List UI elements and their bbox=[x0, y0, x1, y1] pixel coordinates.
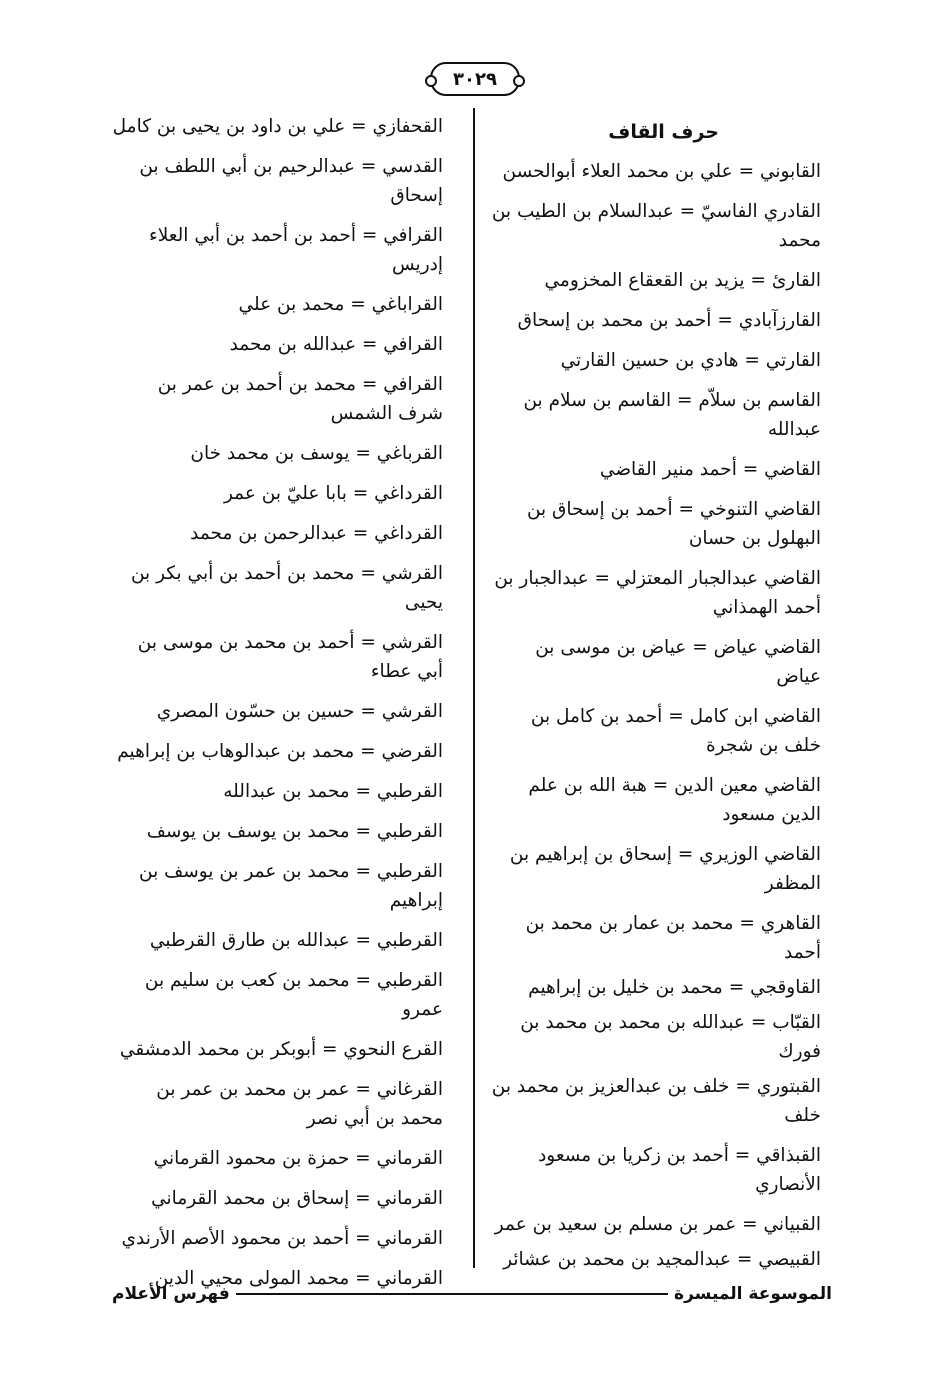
index-entry: القرداغي = عبدالرحمن بن محمد bbox=[190, 523, 443, 544]
footer-rule bbox=[236, 1293, 668, 1295]
index-entry: القرداغي = بابا عليّ بن عمر bbox=[223, 483, 443, 504]
index-entry: القاوقجي = محمد بن خليل بن إبراهيم bbox=[528, 977, 821, 998]
index-entry: القرطبي = عبدالله بن طارق القرطبي bbox=[149, 930, 443, 951]
index-entry: القبّاب = عبدالله بن محمد بن محمد بن فورك bbox=[520, 1012, 821, 1062]
index-entry: القرماني = محمد المولى محيي الدين bbox=[154, 1268, 443, 1289]
index-entry: القرافي = محمد بن أحمد بن عمر بن شرف الشمس bbox=[157, 374, 443, 424]
index-entry: القدسي = عبدالرحيم بن أبي اللطف بن إسحاق bbox=[139, 156, 443, 206]
index-entry: القرشي = أحمد بن محمد بن موسى بن أبي عطاء bbox=[137, 632, 443, 682]
index-entry: القرطبي = محمد بن عبدالله bbox=[223, 781, 443, 802]
index-entry: القاضي عياض = عياض بن موسى بن عياض bbox=[535, 637, 821, 687]
index-entry: القارزآبادي = أحمد بن محمد بن إسحاق bbox=[517, 310, 821, 331]
index-entry: القرباغي = يوسف بن محمد خان bbox=[190, 443, 443, 464]
index-entry: القرغاني = عمر بن محمد بن عمر بن محمد بن أبي نصر bbox=[156, 1079, 443, 1129]
right-column bbox=[490, 112, 835, 1280]
page-number: ٣٠٢٩ bbox=[430, 62, 520, 96]
index-entry: القرافي = عبدالله بن محمد bbox=[229, 334, 443, 355]
index-entry: القارئ = يزيد بن القعقاع المخزومي bbox=[544, 270, 821, 291]
index-entry: القرضي = محمد بن عبدالوهاب بن إبراهيم bbox=[117, 741, 443, 762]
index-entry: القرطبي = محمد بن عمر بن يوسف بن إبراهيم bbox=[139, 861, 443, 911]
column-divider bbox=[473, 108, 475, 1268]
footer-section-title: فهرس الأعلام bbox=[112, 1284, 230, 1304]
index-entry: القراباغي = محمد بن علي bbox=[238, 294, 443, 315]
index-entry: القبتوري = خلف بن عبدالعزيز بن محمد بن خلف bbox=[491, 1076, 821, 1126]
page-footer bbox=[112, 1284, 832, 1304]
index-entry: القرطبي = محمد بن كعب بن سليم بن عمرو bbox=[144, 970, 443, 1020]
section-heading: حرف القاف bbox=[608, 121, 719, 143]
index-entry: القرماني = أحمد بن محمود الأصم الأرندي bbox=[121, 1228, 443, 1249]
index-entry: القاضي = أحمد منير القاضي bbox=[599, 459, 821, 480]
index-entry: القاهري = محمد بن عمار بن محمد بن أحمد bbox=[525, 913, 821, 963]
index-entry: القاضي التنوخي = أحمد بن إسحاق بن البهلول بن حسان bbox=[526, 499, 821, 549]
index-entry: القادري الفاسيّ = عبدالسلام بن الطيب بن محمد bbox=[491, 201, 821, 251]
index-entry: القاسم بن سلاّم = القاسم بن سلام بن عبدالله bbox=[523, 390, 821, 440]
index-entry: القاضي الوزيري = إسحاق بن إبراهيم بن المظفر bbox=[509, 844, 821, 894]
index-entry: القحفازي = علي بن داود بن يحيى بن كامل bbox=[112, 116, 443, 137]
index-entry: القبيصي = عبدالمجيد بن محمد بن عشائر bbox=[503, 1249, 821, 1270]
index-entry: القرافي = أحمد بن أحمد بن أبي العلاء إدريس bbox=[149, 225, 443, 275]
index-entry: القرشي = حسين بن حسّون المصري bbox=[156, 701, 443, 722]
index-entry: القرطبي = محمد بن يوسف بن يوسف bbox=[146, 821, 443, 842]
index-entry: القاضي ابن كامل = أحمد بن كامل بن خلف بن شجرة bbox=[530, 706, 821, 756]
left-column bbox=[112, 112, 457, 1304]
index-entry: القاضي معين الدين = هبة الله بن علم الدين مسعود bbox=[528, 775, 821, 825]
footer-book-title: الموسوعة الميسرة bbox=[674, 1284, 832, 1304]
index-entry: القرماني = إسحاق بن محمد القرماني bbox=[151, 1188, 443, 1209]
index-entry: القرشي = محمد بن أحمد بن أبي بكر بن يحيى bbox=[130, 563, 443, 613]
index-entry: القابوني = علي بن محمد العلاء أبوالحسن bbox=[502, 161, 821, 182]
index-entry: القرع النحوي = أبوبكر بن محمد الدمشقي bbox=[119, 1039, 443, 1060]
index-entry: القبياني = عمر بن مسلم بن سعيد بن عمر bbox=[494, 1214, 821, 1235]
index-entry: القبذاقي = أحمد بن زكريا بن مسعود الأنصاري bbox=[538, 1145, 821, 1195]
index-entry: القارتي = هادي بن حسين القارتي bbox=[560, 350, 821, 371]
index-entry: القرماني = حمزة بن محمود القرماني bbox=[153, 1148, 443, 1169]
index-entry: القاضي عبدالجبار المعتزلي = عبدالجبار بن أحمد الهمذاني bbox=[494, 568, 821, 618]
